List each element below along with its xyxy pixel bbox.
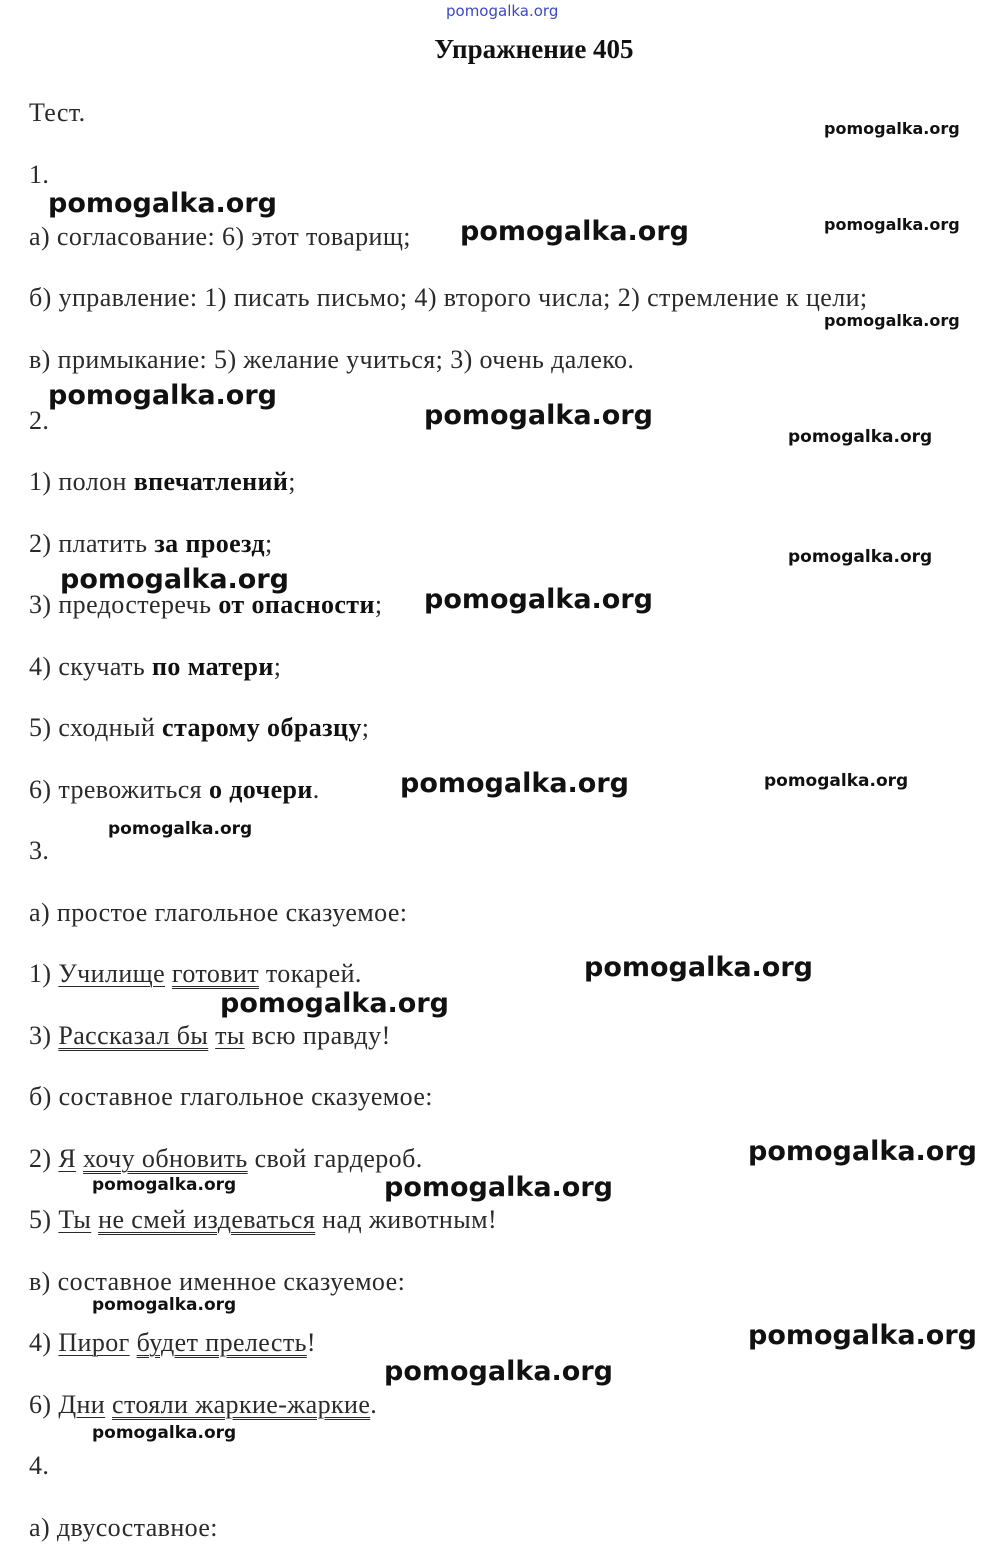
intro-line: Тест. — [29, 98, 86, 127]
watermark: pomogalka.org — [824, 215, 960, 234]
s3-sentence-a1: 1) Училище готовит токарей. — [29, 959, 362, 988]
watermark: pomogalka.org — [460, 216, 689, 247]
s3-sentence-b2: 2) Я хочу обновить свой гардероб. — [29, 1144, 423, 1173]
watermark: pomogalka.org — [48, 188, 277, 219]
watermark: pomogalka.org — [108, 819, 253, 839]
section-2-number: 2. — [29, 406, 50, 435]
watermark: pomogalka.org — [764, 771, 909, 791]
watermark: pomogalka.org — [60, 564, 289, 595]
s1-item-a: а) согласование: 6) этот товарищ; — [29, 222, 411, 251]
source-watermark-top: pomogalka.org — [446, 2, 559, 20]
s1-item-b: б) управление: 1) писать письмо; 4) второго числа; 2) стремление к цели; — [29, 283, 868, 312]
s2-item-4: 4) скучать по матери; — [29, 652, 282, 681]
watermark: pomogalka.org — [584, 952, 813, 983]
s3-heading-b: б) составное глагольное сказуемое: — [29, 1082, 433, 1111]
s3-heading-a: а) простое глагольное сказуемое: — [29, 898, 408, 927]
section-4-number: 4. — [29, 1451, 50, 1480]
watermark: pomogalka.org — [424, 584, 653, 615]
watermark: pomogalka.org — [788, 547, 933, 567]
s3-sentence-a3: 3) Рассказал бы ты всю правду! — [29, 1021, 391, 1050]
s4-item-a: а) двусоставное: — [29, 1513, 218, 1542]
s2-item-1: 1) полон впечатлений; — [29, 467, 296, 496]
s3-heading-c: в) составное именное сказуемое: — [29, 1267, 406, 1296]
page-title: Упражнение 405 — [434, 34, 634, 64]
watermark: pomogalka.org — [92, 1295, 237, 1315]
s2-item-6: 6) тревожиться о дочери. — [29, 775, 320, 804]
watermark: pomogalka.org — [788, 427, 933, 447]
watermark: pomogalka.org — [92, 1423, 237, 1443]
watermark: pomogalka.org — [384, 1172, 613, 1203]
section-3-number: 3. — [29, 836, 50, 865]
watermark: pomogalka.org — [824, 311, 960, 330]
s2-item-3: 3) предостеречь от опасности; — [29, 590, 383, 619]
watermark: pomogalka.org — [400, 768, 629, 799]
s1-item-c: в) примыкание: 5) желание учиться; 3) очень далеко. — [29, 345, 635, 374]
watermark: pomogalka.org — [92, 1175, 237, 1195]
s2-item-5: 5) сходный старому образцу; — [29, 713, 370, 742]
watermark: pomogalka.org — [748, 1320, 977, 1351]
s2-item-2: 2) платить за проезд; — [29, 529, 273, 558]
watermark: pomogalka.org — [48, 380, 277, 411]
s3-sentence-c4: 4) Пирог будет прелесть! — [29, 1328, 316, 1357]
s3-sentence-b5: 5) Ты не смей издеваться над животным! — [29, 1205, 498, 1234]
watermark: pomogalka.org — [824, 119, 960, 138]
watermark: pomogalka.org — [220, 988, 449, 1019]
watermark: pomogalka.org — [748, 1136, 977, 1167]
watermark: pomogalka.org — [424, 400, 653, 431]
s3-sentence-c6: 6) Дни стояли жаркие-жаркие. — [29, 1390, 378, 1419]
section-1-number: 1. — [29, 160, 50, 189]
watermark: pomogalka.org — [384, 1356, 613, 1387]
